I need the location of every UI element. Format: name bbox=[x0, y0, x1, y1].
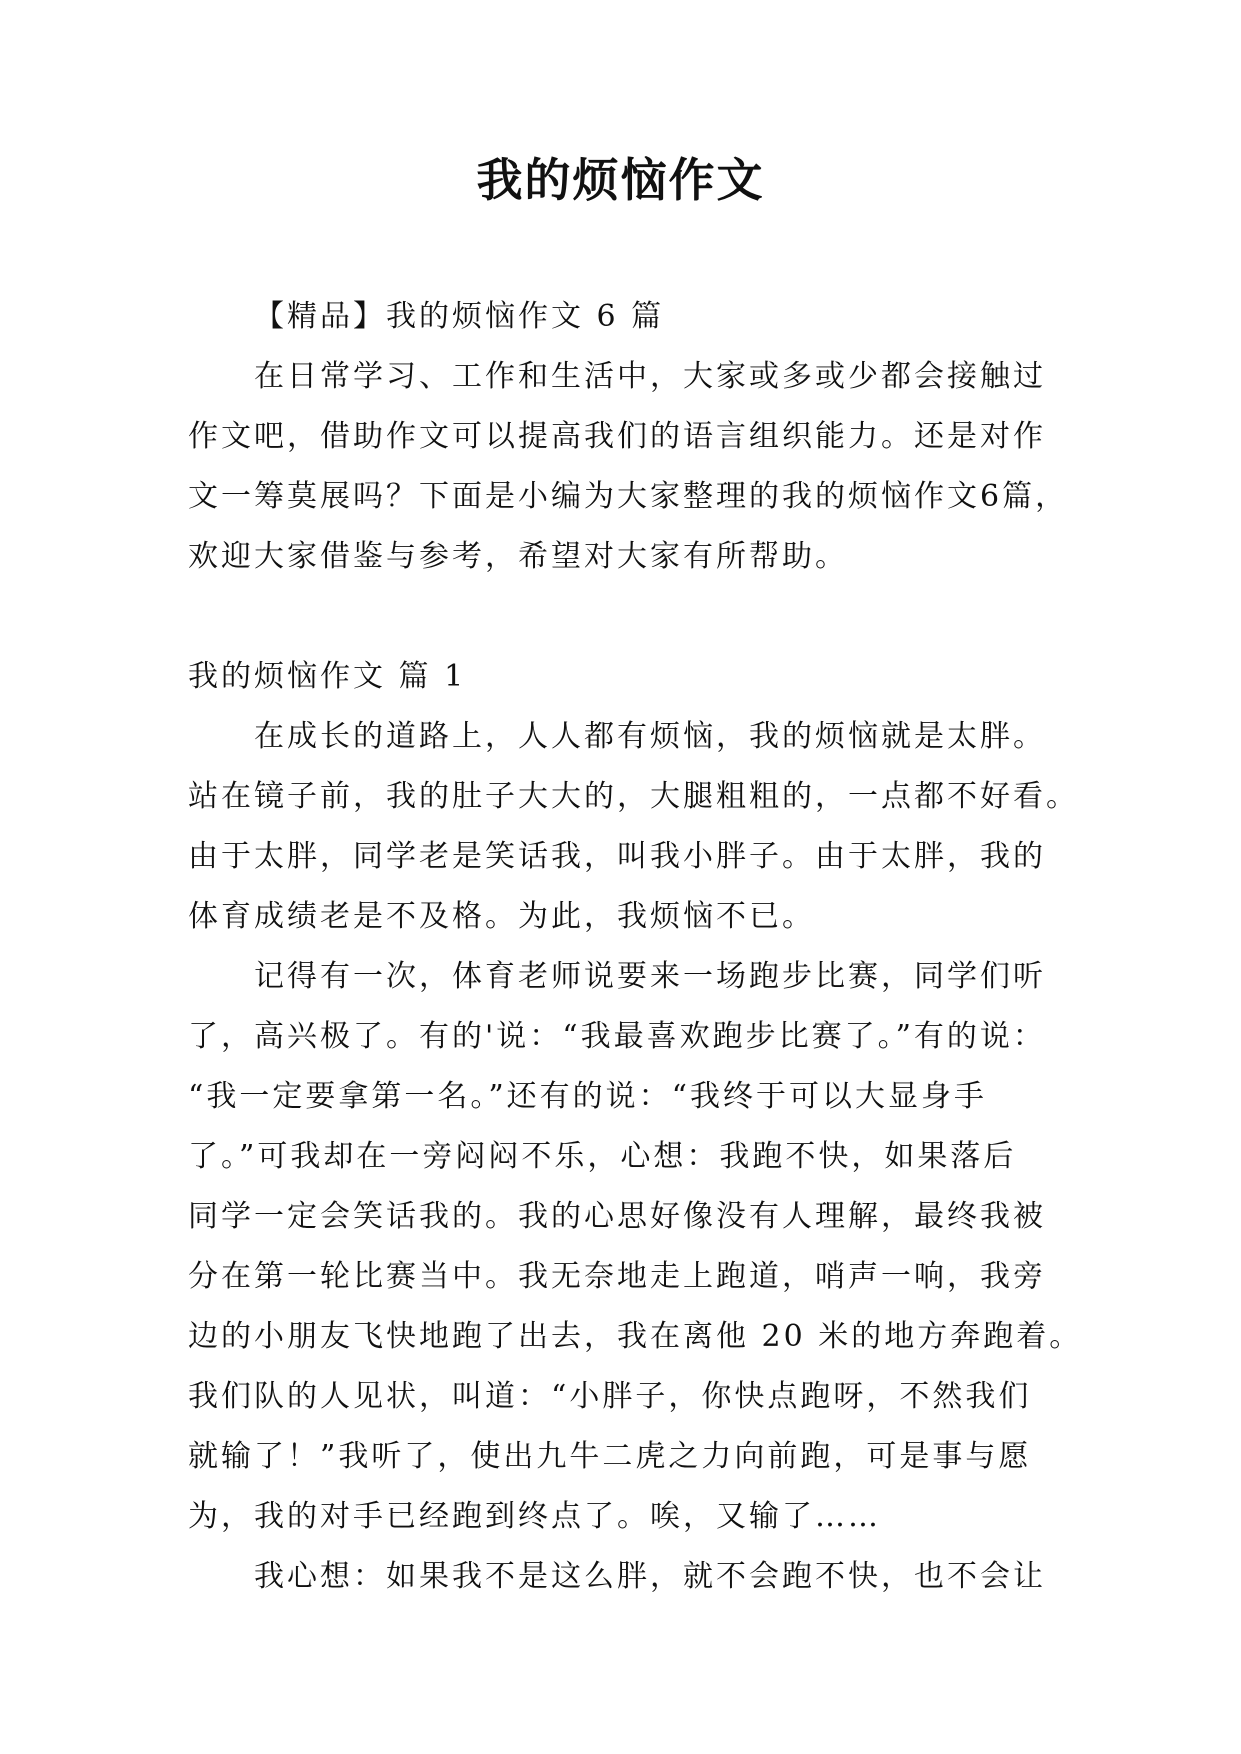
paragraph-line: 就输了！”我听了，使出九牛二虎之力向前跑，可是事与愿 bbox=[188, 1439, 1032, 1474]
document-body bbox=[188, 287, 1083, 1607]
paragraph-gap bbox=[188, 587, 1078, 647]
paragraph-line: “我一定要拿第一名。”还有的说：“我终于可以大显身手 bbox=[188, 1079, 988, 1114]
paragraph-line: 为，我的对手已经跑到终点了。唉，又输了…… bbox=[188, 1499, 881, 1534]
paragraph-line: 体育成绩老是不及格。为此，我烦恼不已。 bbox=[188, 899, 815, 934]
paragraph-line: 同学一定会笑话我的。我的心思好像没有人理解，最终我被 bbox=[188, 1199, 1046, 1234]
intro-line: 欢迎大家借鉴与参考，希望对大家有所帮助。 bbox=[188, 539, 848, 574]
intro-heading: 【精品】我的烦恼作文 6 篇 bbox=[254, 299, 665, 334]
paragraph-line: 分在第一轮比赛当中。我无奈地走上跑道，哨声一响，我旁 bbox=[188, 1259, 1046, 1294]
intro-line: 文一筹莫展吗？下面是小编为大家整理的我的烦恼作文6篇， bbox=[188, 479, 1069, 514]
paragraph-line: 我们队的人见状，叫道：“小胖子，你快点跑呀，不然我们 bbox=[188, 1379, 1032, 1414]
intro-line: 作文吧，借助作文可以提高我们的语言组织能力。还是对作 bbox=[188, 419, 1046, 454]
paragraph-line: 了。”可我却在一旁闷闷不乐，心想：我跑不快，如果落后 bbox=[188, 1139, 1017, 1174]
paragraph-line: 边的小朋友飞快地跑了出去，我在离他 20 米的地方奔跑着。 bbox=[188, 1319, 1083, 1354]
paragraph-line: 了，高兴极了。有的'说：“我最喜欢跑步比赛了。”有的说： bbox=[188, 1019, 1046, 1054]
document-title: 我的烦恼作文 bbox=[476, 153, 765, 207]
intro-line: 在日常学习、工作和生活中，大家或多或少都会接触过 bbox=[254, 359, 1046, 394]
paragraph-line: 由于太胖，同学老是笑话我，叫我小胖子。由于太胖，我的 bbox=[188, 839, 1046, 874]
paragraph-line: 记得有一次，体育老师说要来一场跑步比赛，同学们听 bbox=[254, 959, 1046, 994]
paragraph-line: 我心想：如果我不是这么胖，就不会跑不快，也不会让 bbox=[254, 1559, 1046, 1594]
section-heading: 我的烦恼作文 篇 1 bbox=[188, 659, 467, 694]
paragraph-line: 站在镜子前，我的肚子大大的，大腿粗粗的，一点都不好看。 bbox=[188, 779, 1079, 814]
paragraph-line: 在成长的道路上，人人都有烦恼，我的烦恼就是太胖。 bbox=[254, 719, 1046, 754]
